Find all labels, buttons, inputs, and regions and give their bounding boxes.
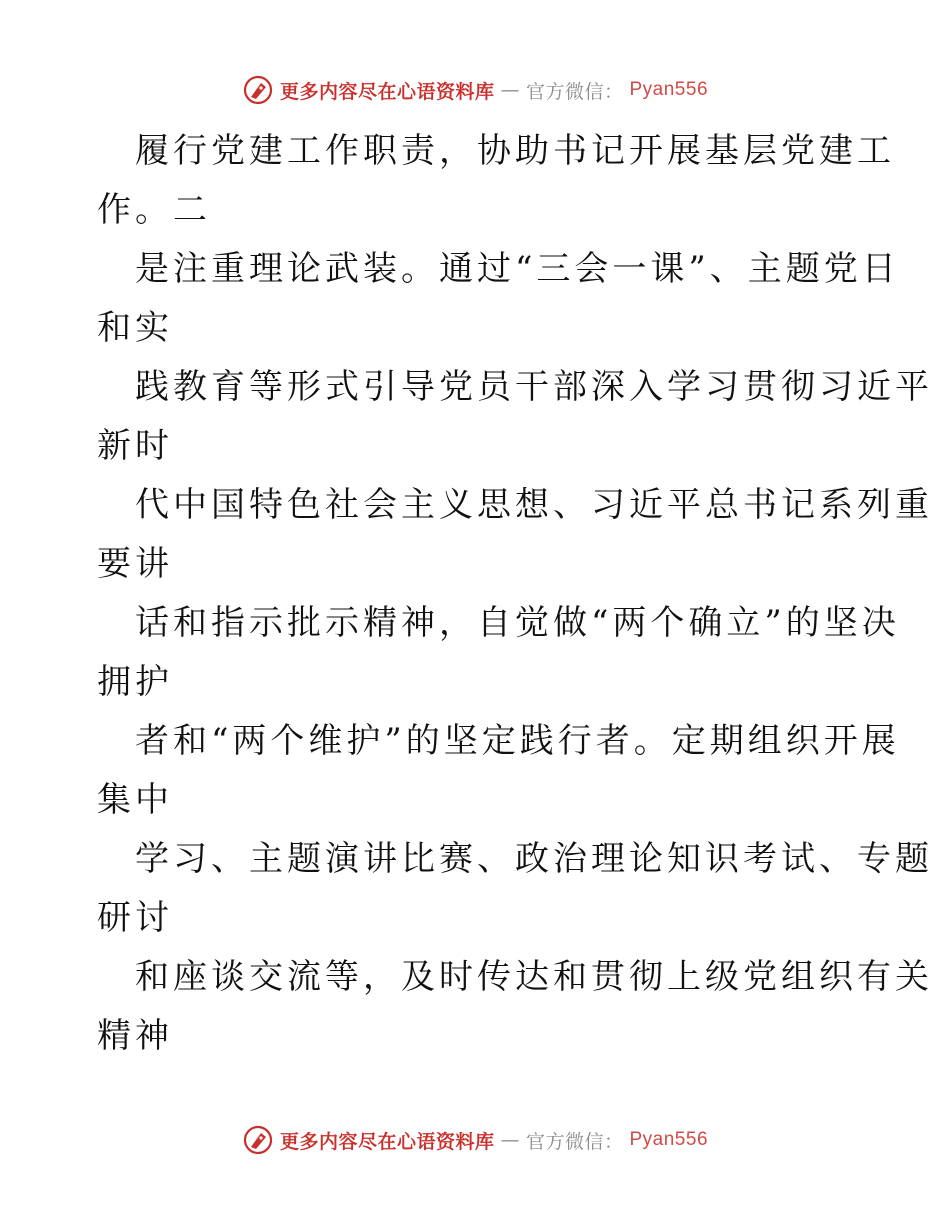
text-line: 研讨 — [97, 898, 173, 938]
text-line: 者和“两个维护”的坚定践行者。定期组织开展 — [135, 721, 900, 761]
text-line: 精神 — [97, 1016, 173, 1056]
document-body — [97, 122, 933, 1066]
watermark-channel-text: 官方微信： — [525, 80, 624, 103]
watermark-separator: — — [500, 1129, 520, 1151]
header-watermark — [0, 70, 950, 110]
text-line: 代中国特色社会主义思想、习近平总书记系列重 — [135, 485, 933, 525]
pen-nib-logo-icon — [242, 74, 274, 106]
text-line: 新时 — [97, 426, 173, 466]
watermark-channel-text: 官方微信： — [525, 1130, 624, 1153]
watermark-account-id: Pyan556 — [629, 1129, 709, 1150]
footer-watermark — [0, 1120, 950, 1160]
text-line: 是注重理论武装。通过“三会一课”、主题党日 — [135, 249, 900, 289]
text-line: 和座谈交流等，及时传达和贯彻上级党组织有关 — [135, 957, 933, 997]
text-line: 和实 — [97, 308, 173, 348]
watermark-brand-text: 更多内容尽在心语资料库 — [279, 80, 495, 103]
text-line: 学习、主题演讲比赛、政治理论知识考试、专题 — [135, 839, 933, 879]
text-line: 践教育等形式引导党员干部深入学习贯彻习近平 — [135, 367, 933, 407]
text-line: 履行党建工作职责，协助书记开展基层党建工 — [135, 131, 895, 171]
text-line: 要讲 — [97, 544, 173, 584]
text-line: 集中 — [97, 780, 173, 820]
text-line: 作。二 — [97, 190, 211, 230]
text-line: 话和指示批示精神，自觉做“两个确立”的坚决 — [135, 603, 900, 643]
watermark-brand-text: 更多内容尽在心语资料库 — [279, 1130, 495, 1153]
text-line: 拥护 — [97, 662, 173, 702]
pen-nib-logo-icon — [242, 1124, 274, 1156]
watermark-account-id: Pyan556 — [629, 79, 709, 100]
watermark-separator: — — [500, 79, 520, 101]
